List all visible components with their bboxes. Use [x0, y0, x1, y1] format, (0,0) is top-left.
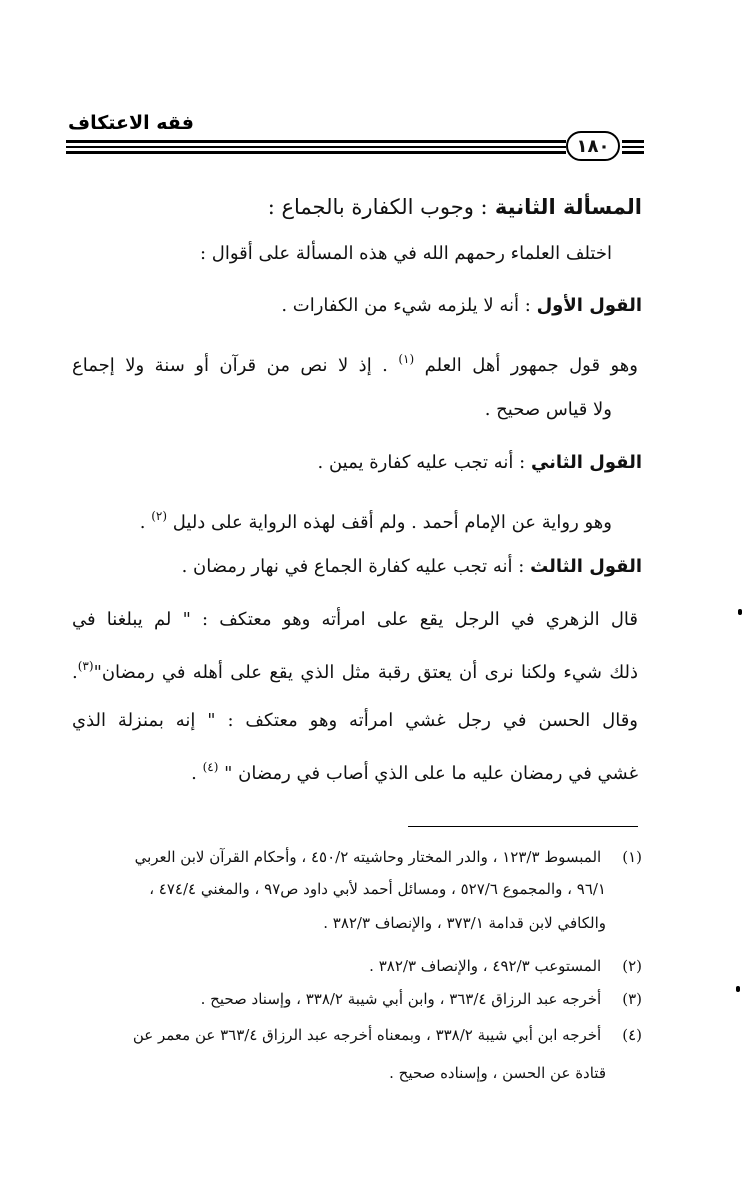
hasan-line-2a: غشي في رمضان عليه ما على الذي أصاب في رمضان " [224, 763, 638, 784]
opinion-2-label: القول الثاني [530, 452, 642, 473]
section-heading [268, 193, 642, 221]
footnote-ref-4: (٤) [202, 760, 219, 774]
footnote-number: (٢) [622, 957, 642, 975]
footnote-1-line-2: ٩٦/١ ، والمجموع ٥٢٧/٦ ، ومسائل أحمد لأبي داود ص٩٧ ، والمغني ٤٧٤/٤ ، [149, 880, 606, 898]
footnote-number: (٤) [622, 1026, 642, 1044]
opinion-1 [281, 292, 642, 320]
footnote-separator [408, 826, 638, 827]
opinion-3 [182, 553, 642, 581]
hasan-line-1: وقال الحسن في رجل غشي امرأته وهو معتكف : " إنه بمنزلة الذي [72, 710, 638, 731]
header-rule [622, 151, 644, 154]
footnote-3 [201, 987, 642, 1011]
footnote-4 [133, 1023, 642, 1047]
opinion-1-text: : أنه لا يلزمه شيء من الكفارات . [281, 295, 531, 316]
footnote-ref-2: (٢) [151, 509, 168, 523]
zuhri-line-2b: . [72, 662, 78, 683]
intro-line: اختلف العلماء رحمهم الله في هذه المسألة على أقوال : [199, 243, 612, 264]
opinion-1-label: القول الأول [536, 295, 642, 316]
footnote-line: أخرجه عبد الرزاق ٣٦٣/٤ ، وابن أبي شيبة ٣٣٨/٢ ، وإسناد صحيح . [200, 990, 602, 1008]
heading-bold: المسألة الثانية [494, 195, 642, 219]
opinion-2-note-a: وهو رواية عن الإمام أحمد . ولم أقف لهذه الرواية على دليل [172, 512, 612, 533]
scan-speck [736, 986, 740, 992]
opinion-2 [318, 449, 643, 477]
footnote-2 [369, 954, 642, 978]
opinion-3-text: : أنه تجب عليه كفارة الجماع في نهار رمضان . [181, 556, 525, 577]
opinion-1-note-b: . إذ لا نص من قرآن أو سنة ولا إجماع [72, 355, 388, 376]
scan-speck [738, 609, 742, 615]
opinion-1-note-cont: ولا قياس صحيح . [484, 399, 612, 420]
header-rule [622, 146, 644, 148]
footnote-line: المبسوط ١٢٣/٣ ، والدر المختار وحاشيته ٤٥٠/٢ ، وأحكام القرآن لابن العربي [134, 848, 602, 866]
footnote-line: المستوعب ٤٩٢/٣ ، والإنصاف ٣٨٢/٣ . [369, 957, 602, 975]
header-rule [66, 151, 566, 154]
footnote-number: (١) [622, 848, 642, 866]
footnote-4-line-2: قتادة عن الحسن ، وإسناده صحيح . [389, 1064, 606, 1082]
opinion-3-label: القول الثالث [530, 556, 642, 577]
opinion-2-text: : أنه تجب عليه كفارة يمين . [317, 452, 526, 473]
footnote-1-line-3: والكافي لابن قدامة ٣٧٣/١ ، والإنصاف ٣٨٢/٣ . [323, 914, 606, 932]
footnote-ref-3: (٣) [77, 659, 94, 673]
hasan-line-2b: . [191, 763, 197, 784]
heading-rest: : وجوب الكفارة بالجماع : [267, 195, 488, 219]
zuhri-line-2 [72, 652, 638, 687]
running-title: فقه الاعتكاف [68, 112, 194, 134]
opinion-2-note [140, 502, 612, 537]
opinion-1-note-a: وهو قول جمهور أهل العلم [424, 355, 638, 376]
page-number: ١٨٠ [566, 131, 620, 161]
opinion-2-note-b: . [139, 512, 146, 533]
opinion-1-note [72, 345, 638, 380]
footnote-line: أخرجه ابن أبي شيبة ٣٣٨/٢ ، وبمعناه أخرجه عبد الرزاق ٣٦٣/٤ عن معمر عن [132, 1026, 602, 1044]
hasan-line-2 [191, 753, 638, 788]
zuhri-line-2a: ذلك شيء ولكنا نرى أن يعتق رقبة مثل الذي يقع على أهله في رمضان" [93, 662, 638, 683]
header-rule [622, 140, 644, 143]
footnote-ref-1: (١) [398, 352, 415, 366]
footnote-1 [135, 845, 642, 869]
header-rule [66, 140, 566, 143]
header-rule [66, 146, 566, 148]
zuhri-line-1: قال الزهري في الرجل يقع على امرأته وهو معتكف : " لم يبلغنا في [72, 609, 638, 630]
footnote-number: (٣) [622, 990, 642, 1008]
